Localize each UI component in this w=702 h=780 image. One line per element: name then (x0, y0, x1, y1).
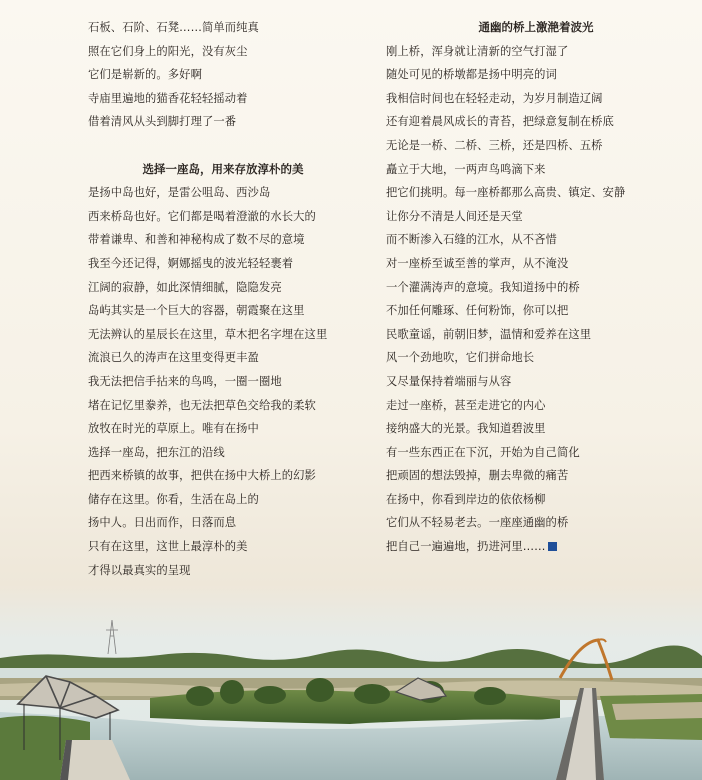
poem-line-text: 又尽量保持着端丽与从容 (386, 374, 512, 388)
poem-line (386, 252, 686, 276)
stanza-gap (88, 134, 358, 158)
poem-line-text: 让你分不清是人间还是天堂 (386, 209, 523, 223)
poem-line-text: 储存在这里。你看，生活在岛上的 (88, 492, 259, 506)
poem-line-text: 岛屿其实是一个巨大的容器，朝霞聚在这里 (88, 304, 305, 318)
poem-line-text: 带着谦卑、和善和神秘构成了数不尽的意境 (88, 233, 305, 247)
poem-line (386, 205, 686, 229)
poem-line-text: 我无法把信手拈来的鸟鸣，一圈一圈地 (88, 374, 282, 388)
poem-line (88, 346, 358, 370)
poem-line (88, 205, 358, 229)
poem-line (88, 40, 358, 64)
poem-line-text: 石板、石阶、石凳……简单而纯真 (88, 21, 259, 34)
poem-line-text: 民歌童谣，前朝旧梦，温情和爱养在这里 (386, 327, 592, 341)
poem-line (88, 417, 358, 441)
poem-line (88, 559, 358, 583)
poem-line (386, 63, 686, 87)
poem-line-text: 无论是一桥、二桥、三桥，还是四桥、五桥 (386, 138, 603, 152)
wetland-landscape-photo (0, 600, 702, 780)
poem-line (386, 181, 686, 205)
poem-line (386, 346, 686, 370)
poem-line-text: 把它们挑明。每一座桥都那么高贵、镇定、安静 (386, 186, 626, 200)
poem-line-text: 西来桥岛也好。它们都是喝着澄澈的水长大的 (88, 209, 316, 223)
poem-line-text: 它们从不轻易老去。一座座通幽的桥 (386, 516, 569, 530)
poem-line (386, 134, 686, 158)
poem-line-text: 风一个劲地吹，它们拼命地长 (386, 351, 535, 365)
poem-line (88, 511, 358, 535)
poem-line (88, 181, 358, 205)
poem-line-text: 它们是崭新的。多好啊 (88, 68, 202, 82)
poem-line (386, 228, 686, 252)
island-stanza (88, 181, 358, 582)
poem-line (88, 441, 358, 465)
poem-line-text: 一个灌满涛声的意境。我知道扬中的桥 (386, 280, 580, 294)
section-heading-bridge: 通幽的桥上激滟着波光 (478, 20, 594, 34)
poem-line (386, 441, 686, 465)
poem-line-text: 矗立于大地，一两声鸟鸣滴下来 (386, 162, 546, 176)
poem-line-text: 而不断渗入石缝的江水，从不吝惜 (386, 233, 557, 247)
poem-line-text: 有一些东西正在下沉，开始为自己简化 (386, 445, 580, 459)
poem-line (386, 417, 686, 441)
end-of-article-mark (548, 542, 557, 551)
poem-line (386, 370, 686, 394)
poem-line (386, 276, 686, 300)
poem-line-text: 流浪已久的涛声在这里变得更丰盈 (88, 351, 259, 365)
poem-line-text: 才得以最真实的呈现 (88, 563, 191, 577)
poem-line-text: 把西来桥镇的故事，把供在扬中大桥上的幻影 (88, 469, 316, 483)
poem-line-text: 在扬中，你看到岸边的依依杨柳 (386, 492, 546, 506)
poem-line (88, 464, 358, 488)
poem-line (386, 87, 686, 111)
poem-line (386, 40, 686, 64)
poem-line (88, 252, 358, 276)
poem-line-text: 只有在这里，这世上最淳朴的美 (88, 540, 248, 554)
poem-line-text: 不加任何雕琢、任何粉饰，你可以把 (386, 304, 569, 318)
poem-line-text: 走过一座桥，甚至走进它的内心 (386, 398, 546, 412)
poem-line (386, 394, 686, 418)
poem-line (386, 511, 686, 535)
poem-line-text: 对一座桥至诚至善的掌声，从不淹没 (386, 256, 569, 270)
poem-line (88, 63, 358, 87)
poem-line (88, 323, 358, 347)
poem-line (88, 535, 358, 559)
poem-line (88, 87, 358, 111)
poem-line (88, 228, 358, 252)
left-poem-column (88, 16, 358, 582)
poem-line-text: 还有迎着晨风成长的青苔，把绿意复制在桥底 (386, 115, 614, 129)
poem-line-text: 扬中人。日出而作，日落而息 (88, 516, 237, 530)
poem-line-text: 是扬中岛也好，是雷公咀岛、西沙岛 (88, 186, 271, 200)
poem-line (88, 276, 358, 300)
poem-line (386, 535, 686, 559)
poem-line-text: 随处可见的桥墩都是扬中明亮的词 (386, 68, 557, 82)
poem-line-text: 无法辨认的星辰长在这里，草木把名字埋在这里 (88, 327, 328, 341)
bridge-stanza (386, 40, 686, 559)
poem-line (386, 464, 686, 488)
intro-stanza (88, 16, 358, 134)
poem-line (386, 299, 686, 323)
poem-line-text: 把顽固的想法毁掉，删去卑微的痛苦 (386, 469, 569, 483)
right-poem-column (386, 16, 686, 559)
poem-line (88, 488, 358, 512)
poem-line (386, 323, 686, 347)
poem-line (386, 488, 686, 512)
poem-line-text: 照在它们身上的阳光，没有灰尘 (88, 44, 248, 58)
poem-line-text: 把自己一遍遍地，扔进河里…… (386, 540, 546, 554)
poem-line-text: 堵在记忆里豢养，也无法把草色交给我的柔软 (88, 398, 316, 412)
poem-line-text: 江阔的寂静，如此深情细腻，隐隐发亮 (88, 280, 282, 294)
poem-line-text: 我相信时间也在轻轻走动，为岁月制造辽阔 (386, 91, 603, 105)
poem-line-text: 刚上桥，浑身就让清新的空气打湿了 (386, 44, 569, 58)
poem-line (88, 394, 358, 418)
poem-line (386, 158, 686, 182)
poem-line-text: 借着清风从头到脚打理了一番 (88, 115, 237, 129)
poem-line (88, 16, 358, 40)
poem-line-text: 我至今还记得，婀娜摇曳的波光轻轻裹着 (88, 256, 294, 270)
poem-line (88, 299, 358, 323)
poem-line (386, 110, 686, 134)
section-heading-island: 选择一座岛，用来存放淳朴的美 (142, 161, 304, 176)
poem-line (88, 110, 358, 134)
poem-line (88, 370, 358, 394)
poem-line-text: 接纳盛大的光景。我知道碧波里 (386, 422, 546, 436)
poem-line-text: 寺庙里遍地的猫香花轻轻摇动着 (88, 91, 248, 105)
poem-line-text: 选择一座岛，把东江的沿线 (88, 445, 225, 459)
poem-line-text: 放牧在时光的草原上。唯有在扬中 (88, 422, 259, 436)
